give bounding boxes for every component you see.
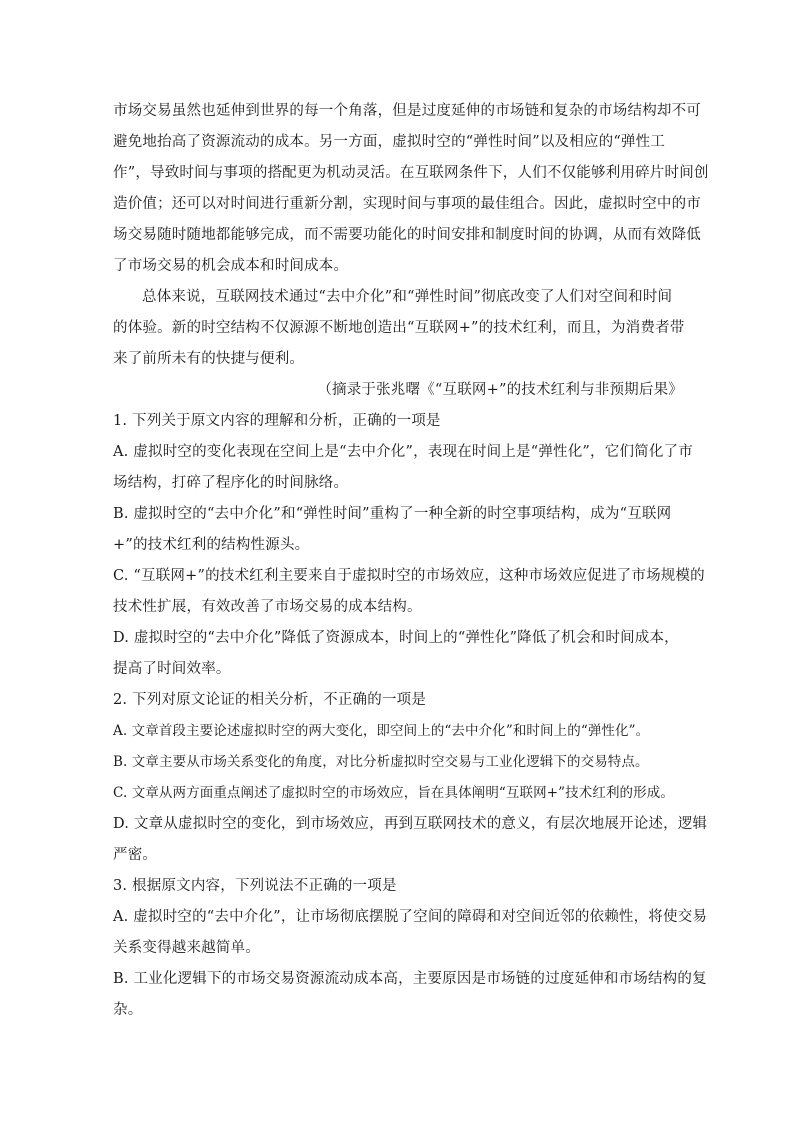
question-1 xyxy=(113,406,705,685)
option-d: D. 虚拟时空的“去中介化”降低了资源成本，时间上的“弹性化”降低了机会和时间成本， xyxy=(113,630,679,646)
text-line: 作”，导致时间与事项的搭配更为机动灵活。在互联网条件下，人们不仅能够利用碎片时间创 xyxy=(113,165,709,181)
question-stem: 1. 下列关于原文内容的理解和分析，正确的一项是 xyxy=(113,413,441,429)
option-b: B. 虚拟时空的“去中介化”和“弹性时间”重构了一种全新的时空事项结构，成为“互联网 xyxy=(113,506,672,522)
text-line: 来了前所未有的快捷与便利。 xyxy=(113,351,305,367)
question-2 xyxy=(113,685,708,871)
option-a: A. 文章首段主要论述虚拟时空的两大变化，即空间上的“去中介化”和时间上的“弹性化”。 xyxy=(113,723,650,739)
option-d-cont: 提高了时间效率。 xyxy=(113,661,231,677)
text-line: 市场交易虽然也延伸到世界的每一个角落，但是过度延伸的市场链和复杂的市场结构却不可 xyxy=(113,103,701,119)
text-line: 的体验。新的时空结构不仅源源不断地创造出“互联网+”的技术红利，而且，为消费者带 xyxy=(113,320,685,336)
option-b: B. 文章主要从市场关系变化的角度，对比分析虚拟时空交易与工业化逻辑下的交易特点。 xyxy=(113,754,649,770)
option-b: B. 工业化逻辑下的市场交易资源流动成本高，主要原因是市场链的过度延伸和市场结构的复 xyxy=(113,971,707,987)
question-3 xyxy=(113,871,708,1026)
option-b-cont: +”的技术红利的结构性源头。 xyxy=(113,537,310,553)
option-a-cont: 场结构，打碎了程序化的时间脉络。 xyxy=(113,475,349,491)
option-a: A. 虚拟时空的变化表现在空间上是“去中介化”，表现在时间上是“弹性化”，它们简化了市 xyxy=(113,444,693,460)
option-b-cont: 杂。 xyxy=(113,1002,143,1018)
option-d: D. 文章从虚拟时空的变化，到市场效应，再到互联网技术的意义，有层次地展开论述，逻辑 xyxy=(113,816,708,832)
option-c: C. “互联网+”的技术红利主要来自于虚拟时空的市场效应，这种市场效应促进了市场规模的 xyxy=(113,568,705,584)
text-line: 总体来说，互联网技术通过“去中介化”和“弹性时间”彻底改变了人们对空间和时间 xyxy=(142,289,673,305)
option-a-cont: 关系变得越来越简单。 xyxy=(113,940,260,956)
text-line: 场交易随时随地都能够完成，而不需要功能化的时间安排和制度时间的协调，从而有效降低 xyxy=(113,227,701,243)
option-a: A. 虚拟时空的“去中介化”，让市场彻底摆脱了空间的障碍和对空间近邻的依赖性，将使交易 xyxy=(113,909,708,925)
option-c: C. 文章从两方面重点阐述了虚拟时空的市场效应，旨在具体阐明“互联网+”技术红利的形成。 xyxy=(113,785,674,801)
text-line: 了市场交易的机会成本和时间成本。 xyxy=(113,258,349,274)
question-stem: 3. 根据原文内容，下列说法不正确的一项是 xyxy=(113,878,397,894)
source-citation: （摘录于张兆曙《“互联网+”的技术红利与非预期后果》 xyxy=(317,382,683,398)
option-d-cont: 严密。 xyxy=(113,847,158,863)
text-line: 造价值；还可以对时间进行重新分割，实现时间与事项的最佳组合。因此，虚拟时空中的市 xyxy=(113,196,701,212)
text-line: 避免地抬高了资源流动的成本。另一方面，虚拟时空的“弹性时间”以及相应的“弹性工 xyxy=(113,134,666,150)
passage-paragraph-1 xyxy=(113,96,709,282)
option-c-cont: 技术性扩展，有效改善了市场交易的成本结构。 xyxy=(113,599,422,615)
document-page xyxy=(113,96,709,1026)
question-stem: 2. 下列对原文论证的相关分析，不正确的一项是 xyxy=(113,692,427,708)
passage-paragraph-2 xyxy=(113,282,683,375)
